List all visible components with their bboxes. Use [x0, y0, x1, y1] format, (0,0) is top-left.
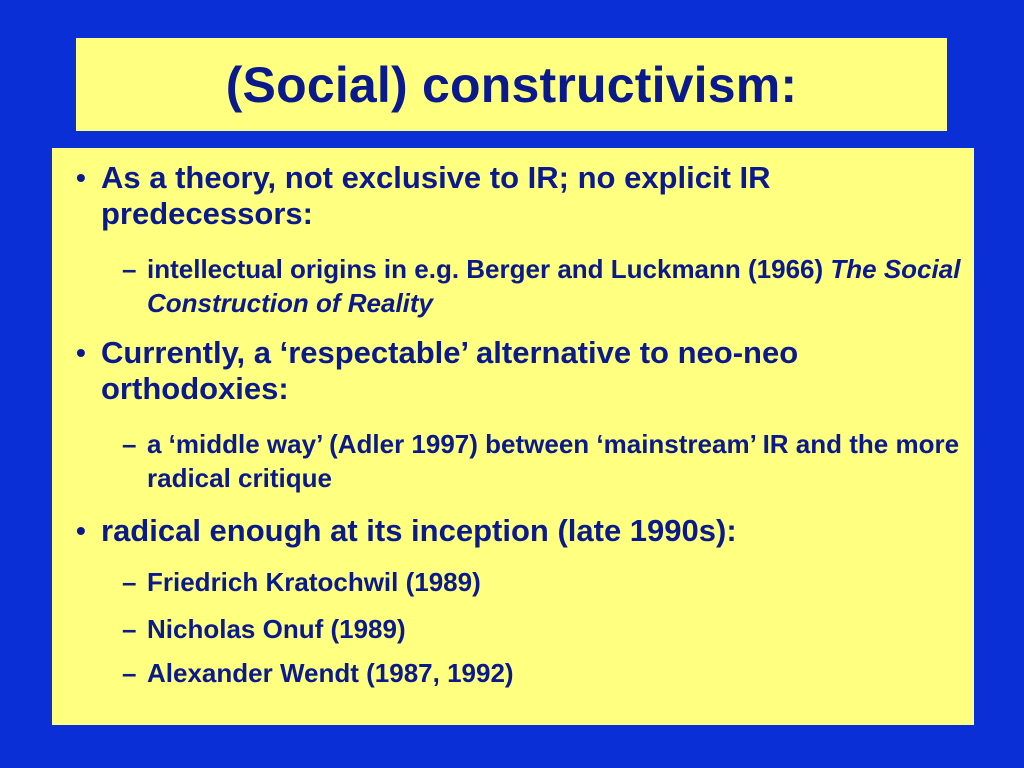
book-title-italic: The Social Construction of Reality: [147, 254, 961, 318]
sub-bullet-item: [122, 612, 962, 646]
bullet-item: [76, 160, 966, 232]
bullet-mark: •: [76, 515, 86, 546]
sub-bullet-item: [122, 565, 962, 599]
sub-bullet-item: [122, 252, 962, 320]
sub-bullet-text: Friedrich Kratochwil (1989): [147, 567, 481, 597]
bullet-text: As a theory, not exclusive to IR; no explicit IR predecessors:: [101, 160, 771, 231]
sub-bullet-text: Nicholas Onuf (1989): [147, 614, 406, 644]
content-box: [52, 148, 974, 725]
sub-bullet-mark: –: [122, 254, 137, 284]
sub-bullet-text: a ‘middle way’ (Adler 1997) between ‘mainstream’ IR and the more radical critique: [147, 429, 960, 493]
sub-bullet-mark: –: [122, 567, 137, 597]
sub-bullet-mark: –: [122, 658, 137, 688]
sub-bullet-mark: –: [122, 429, 137, 459]
sub-bullet-text: [147, 252, 962, 320]
title-box: [76, 38, 947, 131]
bullet-mark: •: [76, 337, 86, 368]
bullet-text: radical enough at its inception (late 1990s):: [101, 513, 737, 548]
bullet-text: Currently, a ‘respectable’ alternative to neo-neo orthodoxies:: [101, 335, 799, 406]
bullet-item: [76, 335, 966, 407]
sub-bullet-item: [122, 427, 962, 495]
bullet-item: [76, 513, 966, 549]
sub-bullet-item: [122, 656, 962, 690]
sub-bullet-plain-text: intellectual origins in e.g. Berger and Luckmann (1966): [147, 254, 831, 284]
sub-bullet-text: Alexander Wendt (1987, 1992): [147, 658, 514, 688]
bullet-mark: •: [76, 162, 86, 193]
sub-bullet-mark: –: [122, 614, 137, 644]
slide-title: (Social) constructivism:: [225, 56, 798, 113]
